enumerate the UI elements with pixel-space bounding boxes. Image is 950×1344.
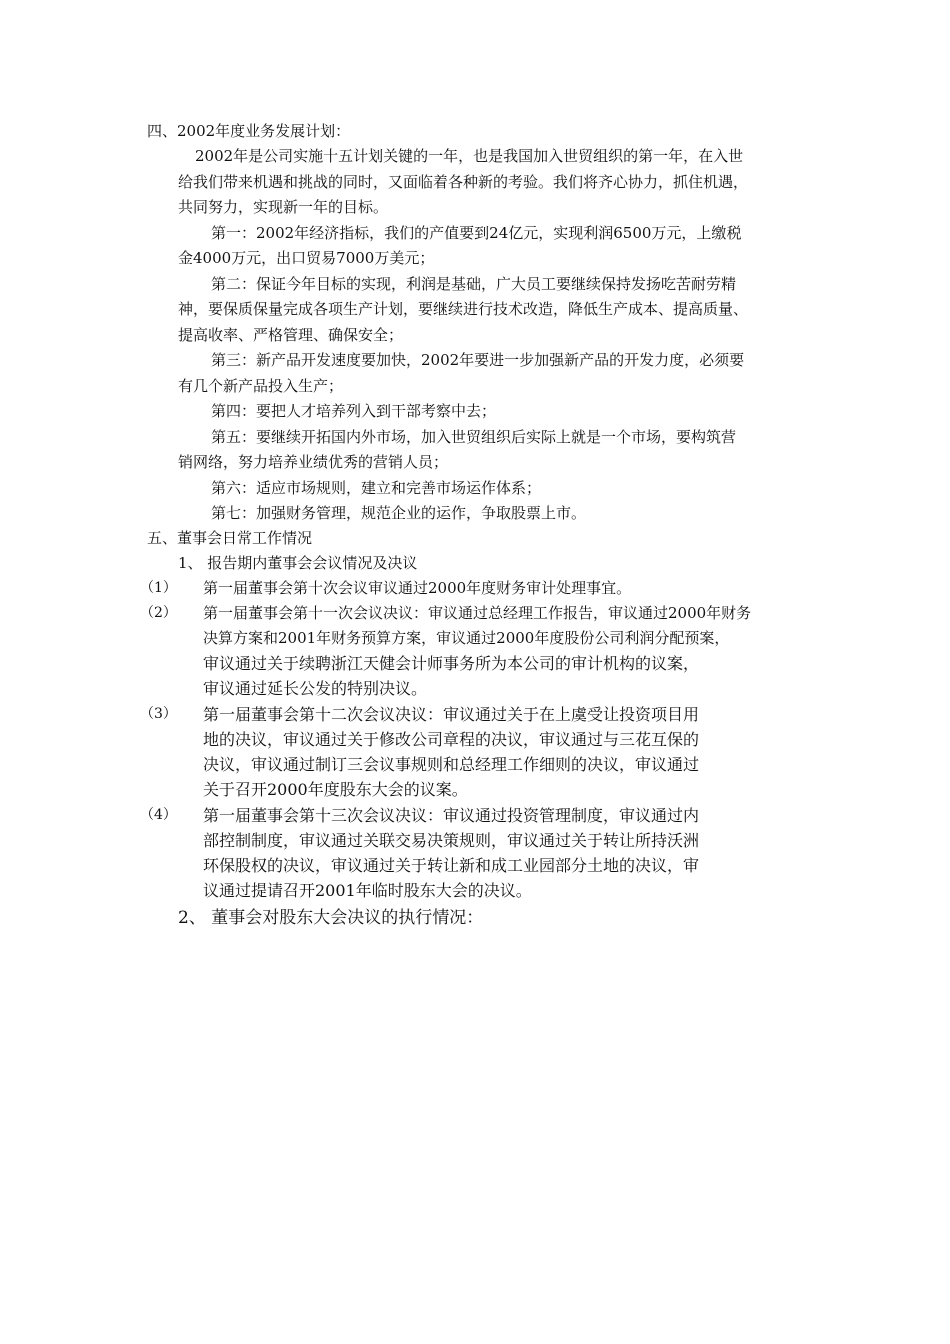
plan-item-4: 第四：要把人才培养列入到干部考察中去； — [211, 402, 497, 420]
plan-item-7: 第七：加强财务管理，规范企业的运作，争取股票上市。 — [211, 504, 587, 522]
plan-item-3: 第三：新产品开发速度要加快，2002年要进一步加强新产品的开发力度，必须要 — [211, 351, 745, 369]
section5-heading: 五、董事会日常工作情况 — [147, 529, 313, 547]
section4-intro-line: 2002年是公司实施十五计划关键的一年，也是我国加入世贸组织的第一年，在入世 — [195, 147, 744, 165]
section4-intro-line: 共同努力，实现新一年的目标。 — [178, 198, 389, 216]
resolution-line: 第一届董事会第十次会议审议通过2000年度财务审计处理事宜。 — [203, 579, 632, 597]
plan-item-2-cont: 神，要保质保量完成各项生产计划，要继续进行技术改造，降低生产成本、提高质量、 — [178, 300, 749, 318]
resolution-line: 关于召开2000年度股东大会的议案。 — [203, 780, 468, 799]
resolution-number: （2） — [140, 605, 177, 621]
resolution-line: 环保股权的决议，审议通过关于转让新和成工业园部分土地的决议，审 — [203, 856, 700, 875]
resolution-line: 审议通过延长公发的特别决议。 — [203, 679, 428, 698]
resolution-number: （3） — [140, 706, 177, 722]
plan-item-3-cont: 有几个新产品投入生产； — [178, 377, 344, 395]
resolution-number: （4） — [140, 807, 177, 823]
resolution-line: 第一届董事会第十二次会议决议：审议通过关于在上虞受让投资项目用 — [203, 705, 700, 724]
plan-item-6: 第六：适应市场规则，建立和完善市场运作体系； — [211, 479, 542, 497]
section4-intro-line: 给我们带来机遇和挑战的同时，又面临着各种新的考验。我们将齐心协力，抓住机遇， — [178, 173, 749, 191]
section4-heading: 四、2002年度业务发展计划： — [147, 122, 351, 140]
plan-item-5: 第五：要继续开拓国内外市场，加入世贸组织后实际上就是一个市场，要构筑营 — [211, 428, 737, 446]
section5-sub2: 2、 董事会对股东大会决议的执行情况： — [178, 908, 484, 928]
plan-item-5-cont: 销网络，努力培养业绩优秀的营销人员； — [178, 453, 449, 471]
section5-sub1: 1、 报告期内董事会会议情况及决议 — [178, 554, 418, 572]
resolution-line: 决议，审议通过制订三会议事规则和总经理工作细则的决议，审议通过 — [203, 755, 700, 774]
resolution-line: 第一届董事会第十一次会议决议：审议通过总经理工作报告，审议通过2000年财务 — [203, 604, 752, 622]
resolution-line: 第一届董事会第十三次会议决议：审议通过投资管理制度，审议通过内 — [203, 806, 700, 825]
resolution-line: 审议通过关于续聘浙江天健会计师事务所为本公司的审计机构的议案， — [203, 654, 700, 673]
resolution-line: 部控制制度，审议通过关联交易决策规则，审议通过关于转让所持沃洲 — [203, 831, 700, 850]
plan-item-2: 第二：保证今年目标的实现，利润是基础，广大员工要继续保持发扬吃苦耐劳精 — [211, 275, 737, 293]
resolution-number: （1） — [140, 580, 177, 596]
plan-item-2-cont: 提高收率、严格管理、确保安全； — [178, 326, 404, 344]
resolution-line: 地的决议，审议通过关于修改公司章程的决议，审议通过与三花互保的 — [203, 730, 700, 749]
plan-item-1-cont: 金4000万元，出口贸易7000万美元； — [178, 249, 435, 267]
resolution-line: 议通过提请召开2001年临时股东大会的决议。 — [203, 881, 532, 900]
plan-item-1: 第一：2002年经济指标，我们的产值要到24亿元，实现利润6500万元，上缴税 — [211, 224, 742, 242]
resolution-line: 决算方案和2001年财务预算方案，审议通过2000年度股份公司利润分配预案， — [203, 629, 730, 647]
